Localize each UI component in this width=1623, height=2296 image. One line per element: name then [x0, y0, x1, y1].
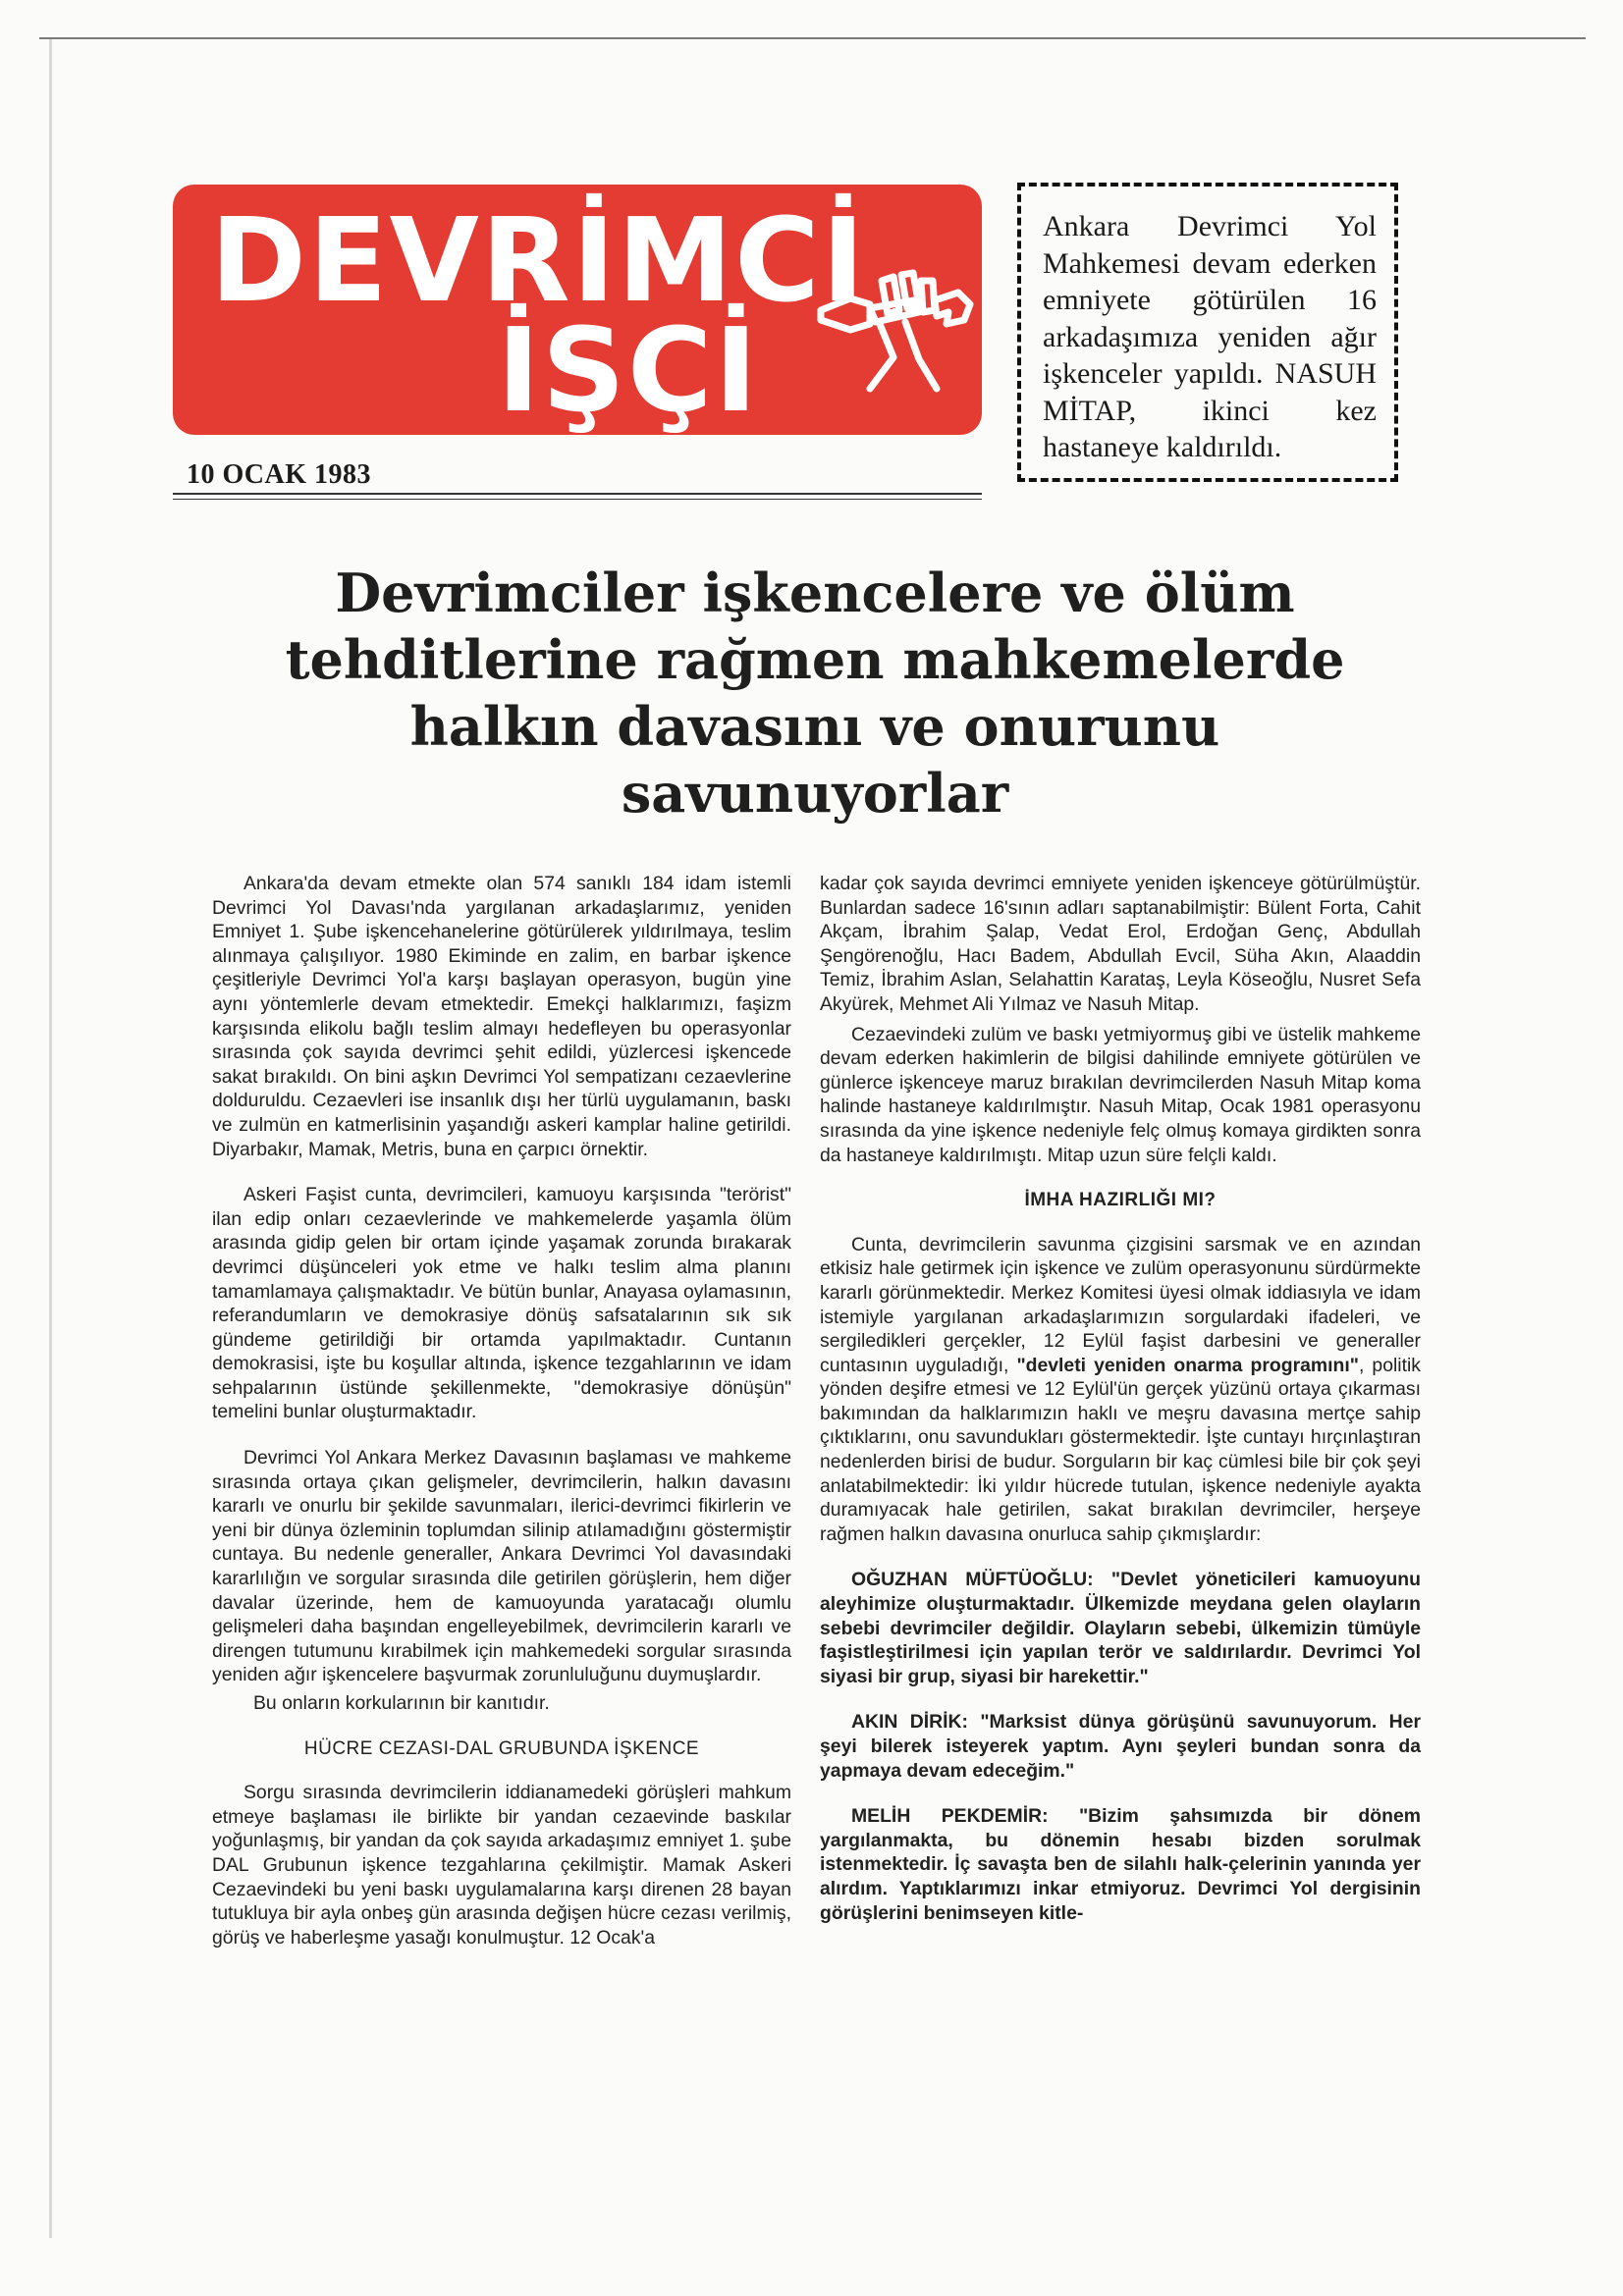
quote-block	[820, 1710, 1421, 1783]
headline-line2: tehditlerine rağmen mahkemelerde	[285, 628, 1345, 691]
quote-speaker: OĞUZHAN MÜFTÜOĞLU:	[851, 1569, 1094, 1591]
page-top-rule	[39, 37, 1586, 39]
masthead-title-line1: DEVRİMCİ	[210, 192, 867, 328]
paragraph: Askeri Faşist cunta, devrimcileri, kamuoyu karşısında "terörist" ilan edip onları cezaevlerinde ve mahkemelerde yaşamla ölüm arasında gidip gelen bir ortam içinde yaşamak zorunda bırakarak devrimci düşünceleri yok etme ve halkı teslim alma planını tamamlamaya çalışmaktadır. Ve bütün bunlar, Anayasa oylamasının, referandumların ve demokrasiye dönüş safsatalarının sık sık gündeme getirildiği bir ortamda yapılmaktadır. Cuntanın demokrasisi, işte bu koşullar altında, işkence tezgahlarının ve idam sehpalarının üstünde şekillenmekte, "demokrasiye dönüşün" temelini bunlar oluşturmaktadır.	[212, 1184, 791, 1423]
paragraph: Sorgu sırasında devrimcilerin iddianamedeki görüşleri mahkum etmeye başlaması ile birlikte bir yandan cezaevinde baskılar yoğunlaşmış, bir yandan da çok sayıda arkadaşımız emniyet 1. şube DAL Grubunun işkence tezgahlarına çekilmiştir. Mamak Askeri Cezaevindeki bu yeni baskı uygulamalarına karşı direnen 28 bayan tutukluya bir ayla onbeş gün arasında değişen hücre cezası verilmiş, görüş ve haberleşme yasağı konulmuştur. 12 Ocak'a	[212, 1782, 791, 1949]
right-column	[820, 872, 1421, 1925]
quote-speaker: MELİH PEKDEMİR:	[851, 1805, 1049, 1828]
page-left-edge	[49, 39, 52, 2238]
paragraph: Devrimci Yol Ankara Merkez Davasının başlaması ve mahkeme sırasında ortaya çıkan gelişmeler, devrimcilerin, halkın davasını kararlı ve onurlu bir şekilde savunmaları, ilerici-devrimci fikirlerin ve yeni bir dünya özleminin toplumdan silinip atılamadığını göstermiştir cuntaya. Bu nedenle generaller, Ankara Devrimci Yol davasındaki kararlılığın ve sorgular sırasında dile getirilen görüşlerin, hem diğer davalar üzerinde, hem de kamuoyunda yaratacağı olumlu gelişmeleri daha başından engelleyebilmek, devrimcilerin kararlı ve direngen tutumunu kırabilmek için mahkemedeki sorgular sırasında yeniden ağır işkencelere başvurmak zorunluluğunu duymuşlardır.	[212, 1447, 791, 1686]
paragraph-text: , politik yönden deşifre etmesi ve 12 Eylül'ün gerçek yüzünü ortaya çıkarması bakımından da halklarımızın haklı ve meşru davasına mertçe sahip çıktıklarını, onu savundukları göstermektedir. İşte cuntayı hırçınlaştıran nedenlerden birisi de budur. Sorguların bir kaç cümlesi bile bir çok şeyi anlatabilmektedir: İki yıldır hücrede tutulan, işkence nedeniyle ayakta duramıyacak hale getirilen, sakat bırakılan devrimciler, herşeye rağmen halkın davasına onurluca sahip çıkmışlardır:	[820, 1354, 1421, 1545]
left-column	[212, 872, 791, 1971]
section-subhead: İMHA HAZIRLIĞI MI?	[1024, 1190, 1217, 1211]
masthead-logo	[173, 185, 982, 435]
headline-line1: Devrimciler işkencelere ve ölüm	[335, 561, 1295, 624]
headline-line4: savunuyorlar	[621, 762, 1009, 825]
paragraph: Bu onların korkularının bir kanıtıdır.	[253, 1692, 550, 1714]
emphasis-text: "devleti yeniden onarma programını"	[1016, 1354, 1359, 1376]
paragraph	[820, 1233, 1421, 1547]
quote-block	[820, 1804, 1421, 1925]
paragraph: Cezaevindeki zulüm ve baskı yetmiyormuş gibi ve üstelik mahkeme devam ederken hakimlerin de bilgisi dahilinde emniyete götürülen ve günlerce işkenceye maruz bırakılan devrimcilerden Nasuh Mitap koma halinde hastaneye kaldırılmıştır. Nasuh Mitap, Ocak 1981 operasyonu sırasında da yine işkence nedeniyle felç olmuş komaya girdikten sonra da hastaneye kaldırılmıştı. Mitap uzun süre felçli kaldı.	[820, 1023, 1421, 1166]
notice-box	[1017, 183, 1398, 482]
quote-text: "Marksist dünya görüşünü savunuyorum. Her şeyi bilerek isteyerek yaptım. Aynı şeyleri bundan sonra da yapmaya devam edeceğim."	[820, 1711, 1421, 1782]
headline-line3: halkın davasını ve onurunu	[409, 695, 1220, 758]
paragraph: kadar çok sayıda devrimci emniyete yeniden işkenceye götürülmüştür. Bunlardan sadece 16'sının adları saptanabilmiştir: Bülent Forta, Cahit Akçam, İbrahim Şalap, Vedat Erol, Erdoğan Genç, Abdullah Şengörenoğlu, Hacı Badem, Abdullah Evcil, Süha Akın, Alaaddin Temiz, İbrahim Aslan, Selahattin Karataş, Leyla Köseoğlu, Nusret Sefa Akyürek, Mehmet Ali Yılmaz ve Nasuh Mitap.	[820, 873, 1421, 1015]
issue-date: 10 OCAK 1983	[187, 459, 371, 490]
headline	[177, 560, 1453, 827]
quote-block	[820, 1568, 1421, 1688]
paragraph-text: Cunta, devrimcilerin savunma çizgisini sarsmak ve en azından etkisiz hale getirmek için işkence ve zulüm operasyonunu sürdürmekte kararlı görünmektedir. Merkez Komitesi üyesi olmak iddiasıyla ve idam istemiyle yargılanan arkadaşlarımızın sorgulardaki ifadeleri, ve sergiledikleri gerçekler, 12 Eylül faşist darbesini ve generaller cuntasının uyguladığı,	[820, 1233, 1421, 1376]
section-subhead: HÜCRE CEZASI-DAL GRUBUNDA İŞKENCE	[303, 1737, 700, 1759]
masthead-title-line2: İŞÇİ	[497, 302, 760, 435]
quote-text: "Bizim şahsımızda bir dönem yargılanmakta, bu dönemin hesabı bizden sorulmak istenmektedir. İç savaşta ben de silahlı halk-çelerinin yanında yer alırdım. Yaptıklarımızı inkar etmiyoruz. Devrimci Yol dergisinin görüşlerini benimseyen kitle-	[820, 1805, 1421, 1924]
wrench-fist-icon	[811, 241, 978, 408]
notice-text: Ankara Devrimci Yol Mahkemesi devam ederken emniyete götürülen 16 arkadaşımıza yeniden ağır işkenceler yapıldı. NASUH MİTAP, ikinci kez hastaneye kaldırıldı.	[1043, 210, 1377, 463]
quote-speaker: AKIN DİRİK:	[851, 1711, 968, 1734]
quote-text: "Devlet yöneticileri kamuoyunu aleyhimize oluşturmaktadır. Ülkemizde meydana gelen olayların sebebi devrimciler değildir. Olayların sebebi, ülkemizin tümüyle faşistleştirilmesi için yapılan terör ve saldırılardır. Devrimci Yol siyasi bir grup, siyasi bir harekettir."	[820, 1569, 1421, 1687]
paragraph: Ankara'da devam etmekte olan 574 sanıklı 184 idam istemli Devrimci Yol Davası'nda yargılanan arkadaşlarımız, yeniden Emniyet 1. Şube işkencehanelerine götürülerek yıldırılmaya, teslim alınmaya çalışılıyor. 1980 Ekiminde en zalim, en barbar işkence çeşitleriyle Devrimci Yol'a karşı başlayan operasyon, bugün yine aynı yöntemlerle devam etmektedir. Emekçi halklarımızı, faşizm karşısında elikolu bağlı teslim almayı hedefleyen bu operasyonlar sırasında çok sayıda devrimci şehit edildi, yüzlercesi işkencede sakat bırakıldı. On bini aşkın Devrimci Yol sempatizanı cezaevlerine dolduruldu. Cezaevleri ise insanlık dışı her türlü uygulamanın, baskı ve zulmün en katmerlisinin yaşandığı askeri kamplar haline getirildi. Diyarbakır, Mamak, Metris, buna en çarpıcı örnektir.	[212, 873, 791, 1160]
date-rule-thin	[173, 499, 982, 500]
date-rule	[173, 493, 982, 495]
